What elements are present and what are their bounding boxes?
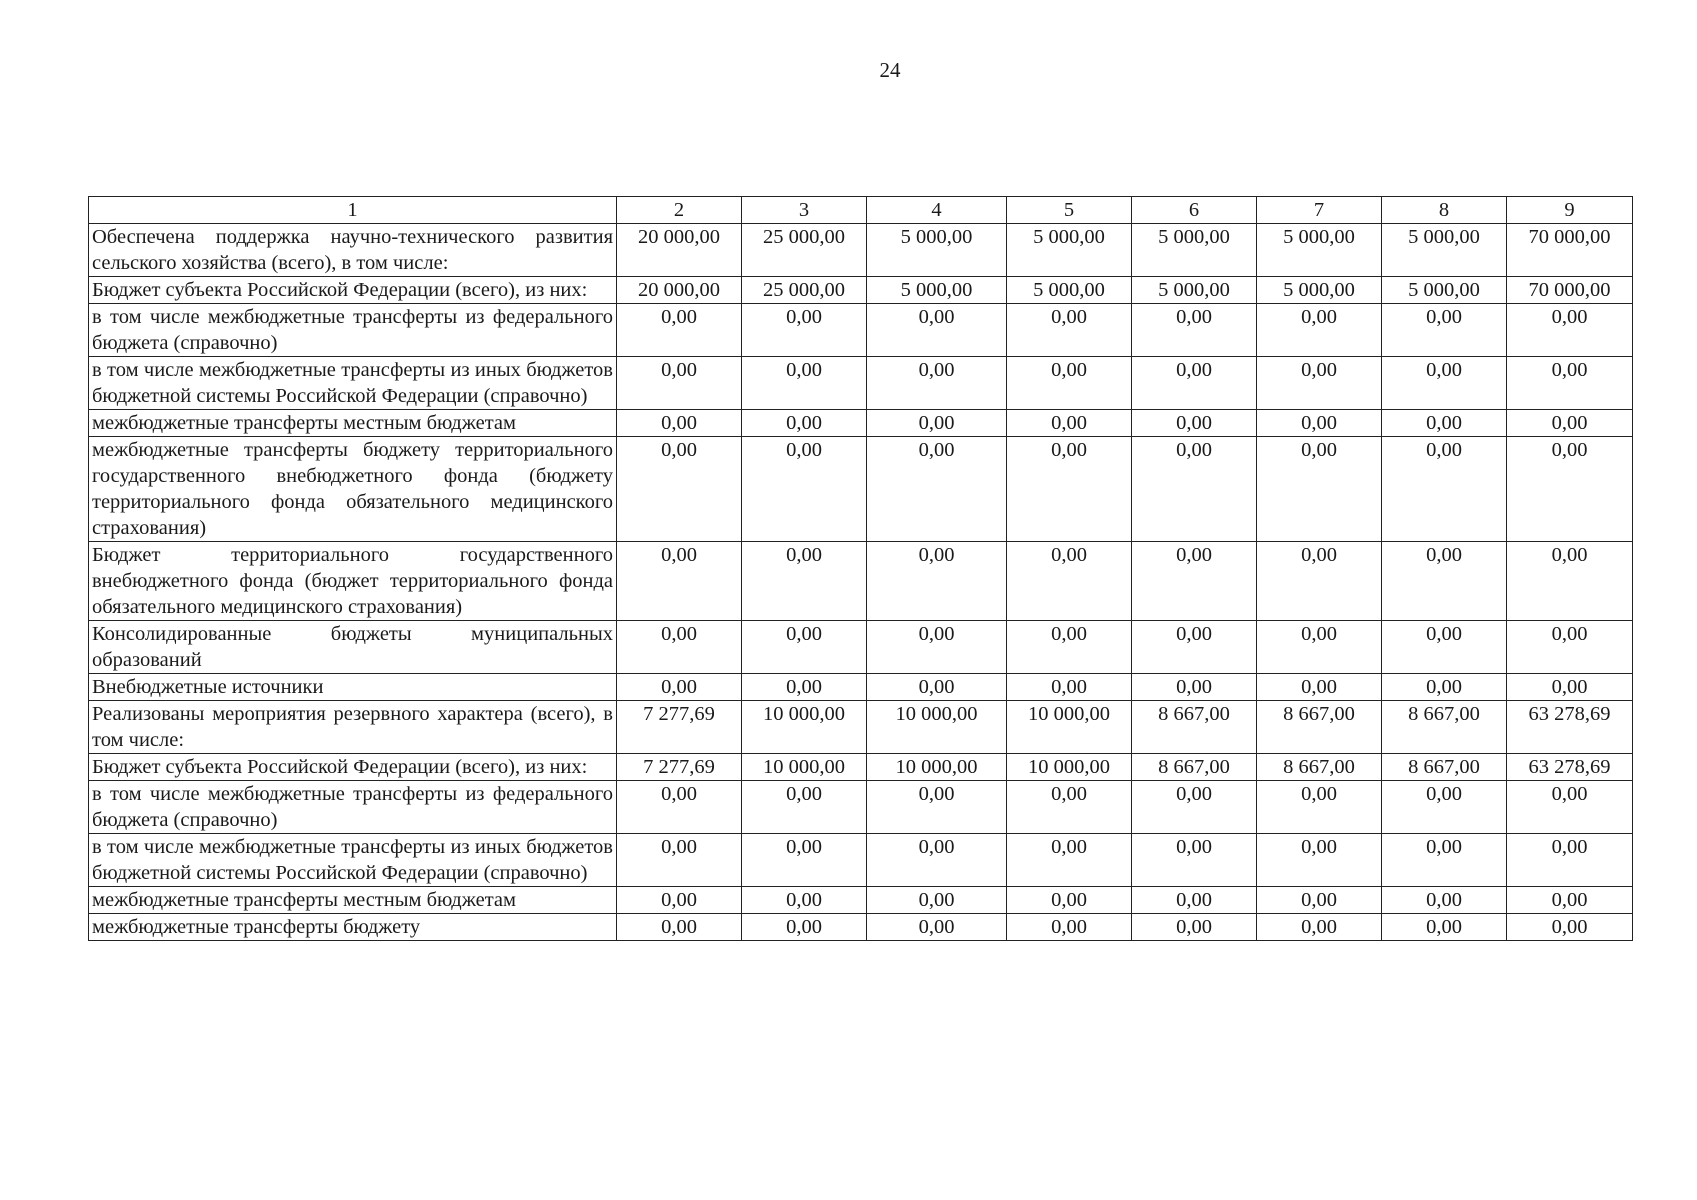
value-cell: 5 000,00 [1382, 277, 1507, 304]
value-cell: 8 667,00 [1382, 701, 1507, 754]
table-row [89, 754, 1633, 781]
value-cell: 8 667,00 [1132, 701, 1257, 754]
value-cell: 0,00 [1382, 357, 1507, 410]
row-label: межбюджетные трансферты бюджету территориального государственного внебюджетного фонда (бюджету территориального фонда обязательного медицинского страхования) [89, 437, 617, 542]
table-row [89, 781, 1633, 834]
table-row [89, 621, 1633, 674]
table-row [89, 914, 1633, 941]
value-cell: 0,00 [1507, 887, 1633, 914]
value-cell: 0,00 [742, 914, 867, 941]
value-cell: 0,00 [742, 304, 867, 357]
table-row [89, 834, 1633, 887]
column-header: 5 [1007, 197, 1132, 224]
value-cell: 0,00 [742, 437, 867, 542]
value-cell: 63 278,69 [1507, 701, 1633, 754]
value-cell: 0,00 [1132, 304, 1257, 357]
row-label: Обеспечена поддержка научно-технического развития сельского хозяйства (всего), в том числе: [89, 224, 617, 277]
value-cell: 0,00 [617, 304, 742, 357]
value-cell: 0,00 [1007, 914, 1132, 941]
value-cell: 0,00 [742, 834, 867, 887]
value-cell: 0,00 [1132, 357, 1257, 410]
value-cell: 0,00 [1507, 304, 1633, 357]
value-cell: 0,00 [1257, 410, 1382, 437]
value-cell: 25 000,00 [742, 277, 867, 304]
row-label: Реализованы мероприятия резервного характера (всего), в том числе: [89, 701, 617, 754]
value-cell: 0,00 [1382, 914, 1507, 941]
value-cell: 0,00 [742, 621, 867, 674]
value-cell: 0,00 [867, 542, 1007, 621]
table-row [89, 437, 1633, 542]
value-cell: 0,00 [1382, 437, 1507, 542]
row-label: Внебюджетные источники [89, 674, 617, 701]
row-label: межбюджетные трансферты бюджету [89, 914, 617, 941]
value-cell: 0,00 [1507, 834, 1633, 887]
value-cell: 0,00 [742, 674, 867, 701]
table-row [89, 357, 1633, 410]
value-cell: 0,00 [867, 437, 1007, 542]
value-cell: 0,00 [1382, 887, 1507, 914]
value-cell: 0,00 [1007, 437, 1132, 542]
value-cell: 10 000,00 [742, 701, 867, 754]
table-row [89, 304, 1633, 357]
value-cell: 0,00 [1507, 357, 1633, 410]
value-cell: 5 000,00 [1132, 224, 1257, 277]
value-cell: 0,00 [1132, 542, 1257, 621]
table-row [89, 701, 1633, 754]
value-cell: 5 000,00 [867, 277, 1007, 304]
value-cell: 63 278,69 [1507, 754, 1633, 781]
value-cell: 0,00 [1257, 674, 1382, 701]
value-cell: 7 277,69 [617, 754, 742, 781]
value-cell: 5 000,00 [1257, 224, 1382, 277]
table-row [89, 277, 1633, 304]
header-row [89, 197, 1633, 224]
value-cell: 0,00 [1507, 781, 1633, 834]
value-cell: 0,00 [1132, 781, 1257, 834]
value-cell: 70 000,00 [1507, 224, 1633, 277]
value-cell: 0,00 [1132, 410, 1257, 437]
table-row [89, 887, 1633, 914]
value-cell: 0,00 [617, 914, 742, 941]
value-cell: 10 000,00 [1007, 754, 1132, 781]
value-cell: 0,00 [1382, 781, 1507, 834]
value-cell: 0,00 [1257, 914, 1382, 941]
value-cell: 0,00 [1007, 410, 1132, 437]
value-cell: 0,00 [1382, 410, 1507, 437]
value-cell: 0,00 [1507, 621, 1633, 674]
value-cell: 0,00 [742, 781, 867, 834]
value-cell: 0,00 [617, 437, 742, 542]
value-cell: 20 000,00 [617, 277, 742, 304]
row-label: межбюджетные трансферты местным бюджетам [89, 410, 617, 437]
value-cell: 10 000,00 [1007, 701, 1132, 754]
value-cell: 0,00 [617, 621, 742, 674]
column-header: 6 [1132, 197, 1257, 224]
budget-table [88, 196, 1633, 941]
value-cell: 0,00 [617, 410, 742, 437]
value-cell: 0,00 [1382, 834, 1507, 887]
column-header: 8 [1382, 197, 1507, 224]
value-cell: 5 000,00 [1007, 224, 1132, 277]
value-cell: 8 667,00 [1382, 754, 1507, 781]
value-cell: 0,00 [742, 410, 867, 437]
value-cell: 0,00 [617, 542, 742, 621]
value-cell: 0,00 [867, 914, 1007, 941]
value-cell: 0,00 [1007, 887, 1132, 914]
value-cell: 5 000,00 [1132, 277, 1257, 304]
row-label: Бюджет территориального государственного внебюджетного фонда (бюджет территориального фонда обязательного медицинского страхования) [89, 542, 617, 621]
row-label: в том числе межбюджетные трансферты из иных бюджетов бюджетной системы Российской Федерации (справочно) [89, 357, 617, 410]
value-cell: 0,00 [1507, 674, 1633, 701]
column-header: 4 [867, 197, 1007, 224]
value-cell: 0,00 [1007, 304, 1132, 357]
table-row [89, 410, 1633, 437]
value-cell: 0,00 [867, 887, 1007, 914]
value-cell: 0,00 [1382, 304, 1507, 357]
column-header: 9 [1507, 197, 1633, 224]
value-cell: 8 667,00 [1257, 701, 1382, 754]
value-cell: 0,00 [1382, 542, 1507, 621]
value-cell: 0,00 [1007, 674, 1132, 701]
value-cell: 10 000,00 [742, 754, 867, 781]
value-cell: 5 000,00 [867, 224, 1007, 277]
value-cell: 0,00 [617, 887, 742, 914]
value-cell: 0,00 [867, 410, 1007, 437]
value-cell: 0,00 [867, 621, 1007, 674]
value-cell: 0,00 [867, 357, 1007, 410]
value-cell: 0,00 [742, 357, 867, 410]
value-cell: 0,00 [1007, 542, 1132, 621]
row-label: межбюджетные трансферты местным бюджетам [89, 887, 617, 914]
value-cell: 0,00 [1257, 357, 1382, 410]
value-cell: 0,00 [867, 781, 1007, 834]
value-cell: 8 667,00 [1257, 754, 1382, 781]
value-cell: 0,00 [1132, 914, 1257, 941]
value-cell: 0,00 [617, 834, 742, 887]
value-cell: 0,00 [1257, 621, 1382, 674]
value-cell: 0,00 [617, 674, 742, 701]
column-header: 2 [617, 197, 742, 224]
value-cell: 0,00 [1382, 674, 1507, 701]
value-cell: 20 000,00 [617, 224, 742, 277]
value-cell: 0,00 [1257, 304, 1382, 357]
value-cell: 0,00 [1507, 914, 1633, 941]
page-number: 24 [879, 58, 901, 82]
value-cell: 0,00 [1007, 834, 1132, 887]
value-cell: 0,00 [1257, 834, 1382, 887]
value-cell: 0,00 [1257, 437, 1382, 542]
value-cell: 0,00 [1132, 887, 1257, 914]
row-label: в том числе межбюджетные трансферты из федерального бюджета (справочно) [89, 304, 617, 357]
value-cell: 0,00 [867, 834, 1007, 887]
value-cell: 0,00 [1132, 621, 1257, 674]
value-cell: 5 000,00 [1007, 277, 1132, 304]
column-header: 3 [742, 197, 867, 224]
value-cell: 0,00 [1507, 437, 1633, 542]
value-cell: 10 000,00 [867, 701, 1007, 754]
value-cell: 0,00 [1132, 674, 1257, 701]
value-cell: 10 000,00 [867, 754, 1007, 781]
table-row [89, 542, 1633, 621]
row-label: в том числе межбюджетные трансферты из иных бюджетов бюджетной системы Российской Федерации (справочно) [89, 834, 617, 887]
value-cell: 0,00 [617, 357, 742, 410]
value-cell: 0,00 [1007, 357, 1132, 410]
value-cell: 70 000,00 [1507, 277, 1633, 304]
value-cell: 5 000,00 [1257, 277, 1382, 304]
column-header: 1 [89, 197, 617, 224]
row-label: Бюджет субъекта Российской Федерации (всего), из них: [89, 754, 617, 781]
column-header: 7 [1257, 197, 1382, 224]
value-cell: 0,00 [1007, 781, 1132, 834]
row-label: Консолидированные бюджеты муниципальных образований [89, 621, 617, 674]
value-cell: 0,00 [1132, 834, 1257, 887]
table-body [89, 224, 1633, 941]
value-cell: 8 667,00 [1132, 754, 1257, 781]
value-cell: 0,00 [867, 304, 1007, 357]
value-cell: 0,00 [1257, 887, 1382, 914]
value-cell: 0,00 [1507, 410, 1633, 437]
value-cell: 0,00 [1132, 437, 1257, 542]
value-cell: 0,00 [1257, 542, 1382, 621]
value-cell: 7 277,69 [617, 701, 742, 754]
value-cell: 0,00 [1007, 621, 1132, 674]
row-label: Бюджет субъекта Российской Федерации (всего), из них: [89, 277, 617, 304]
table-row [89, 224, 1633, 277]
value-cell: 0,00 [617, 781, 742, 834]
value-cell: 25 000,00 [742, 224, 867, 277]
value-cell: 0,00 [742, 887, 867, 914]
value-cell: 0,00 [1257, 781, 1382, 834]
value-cell: 0,00 [867, 674, 1007, 701]
value-cell: 0,00 [1507, 542, 1633, 621]
value-cell: 0,00 [1382, 621, 1507, 674]
row-label: в том числе межбюджетные трансферты из федерального бюджета (справочно) [89, 781, 617, 834]
table-row [89, 674, 1633, 701]
value-cell: 5 000,00 [1382, 224, 1507, 277]
value-cell: 0,00 [742, 542, 867, 621]
